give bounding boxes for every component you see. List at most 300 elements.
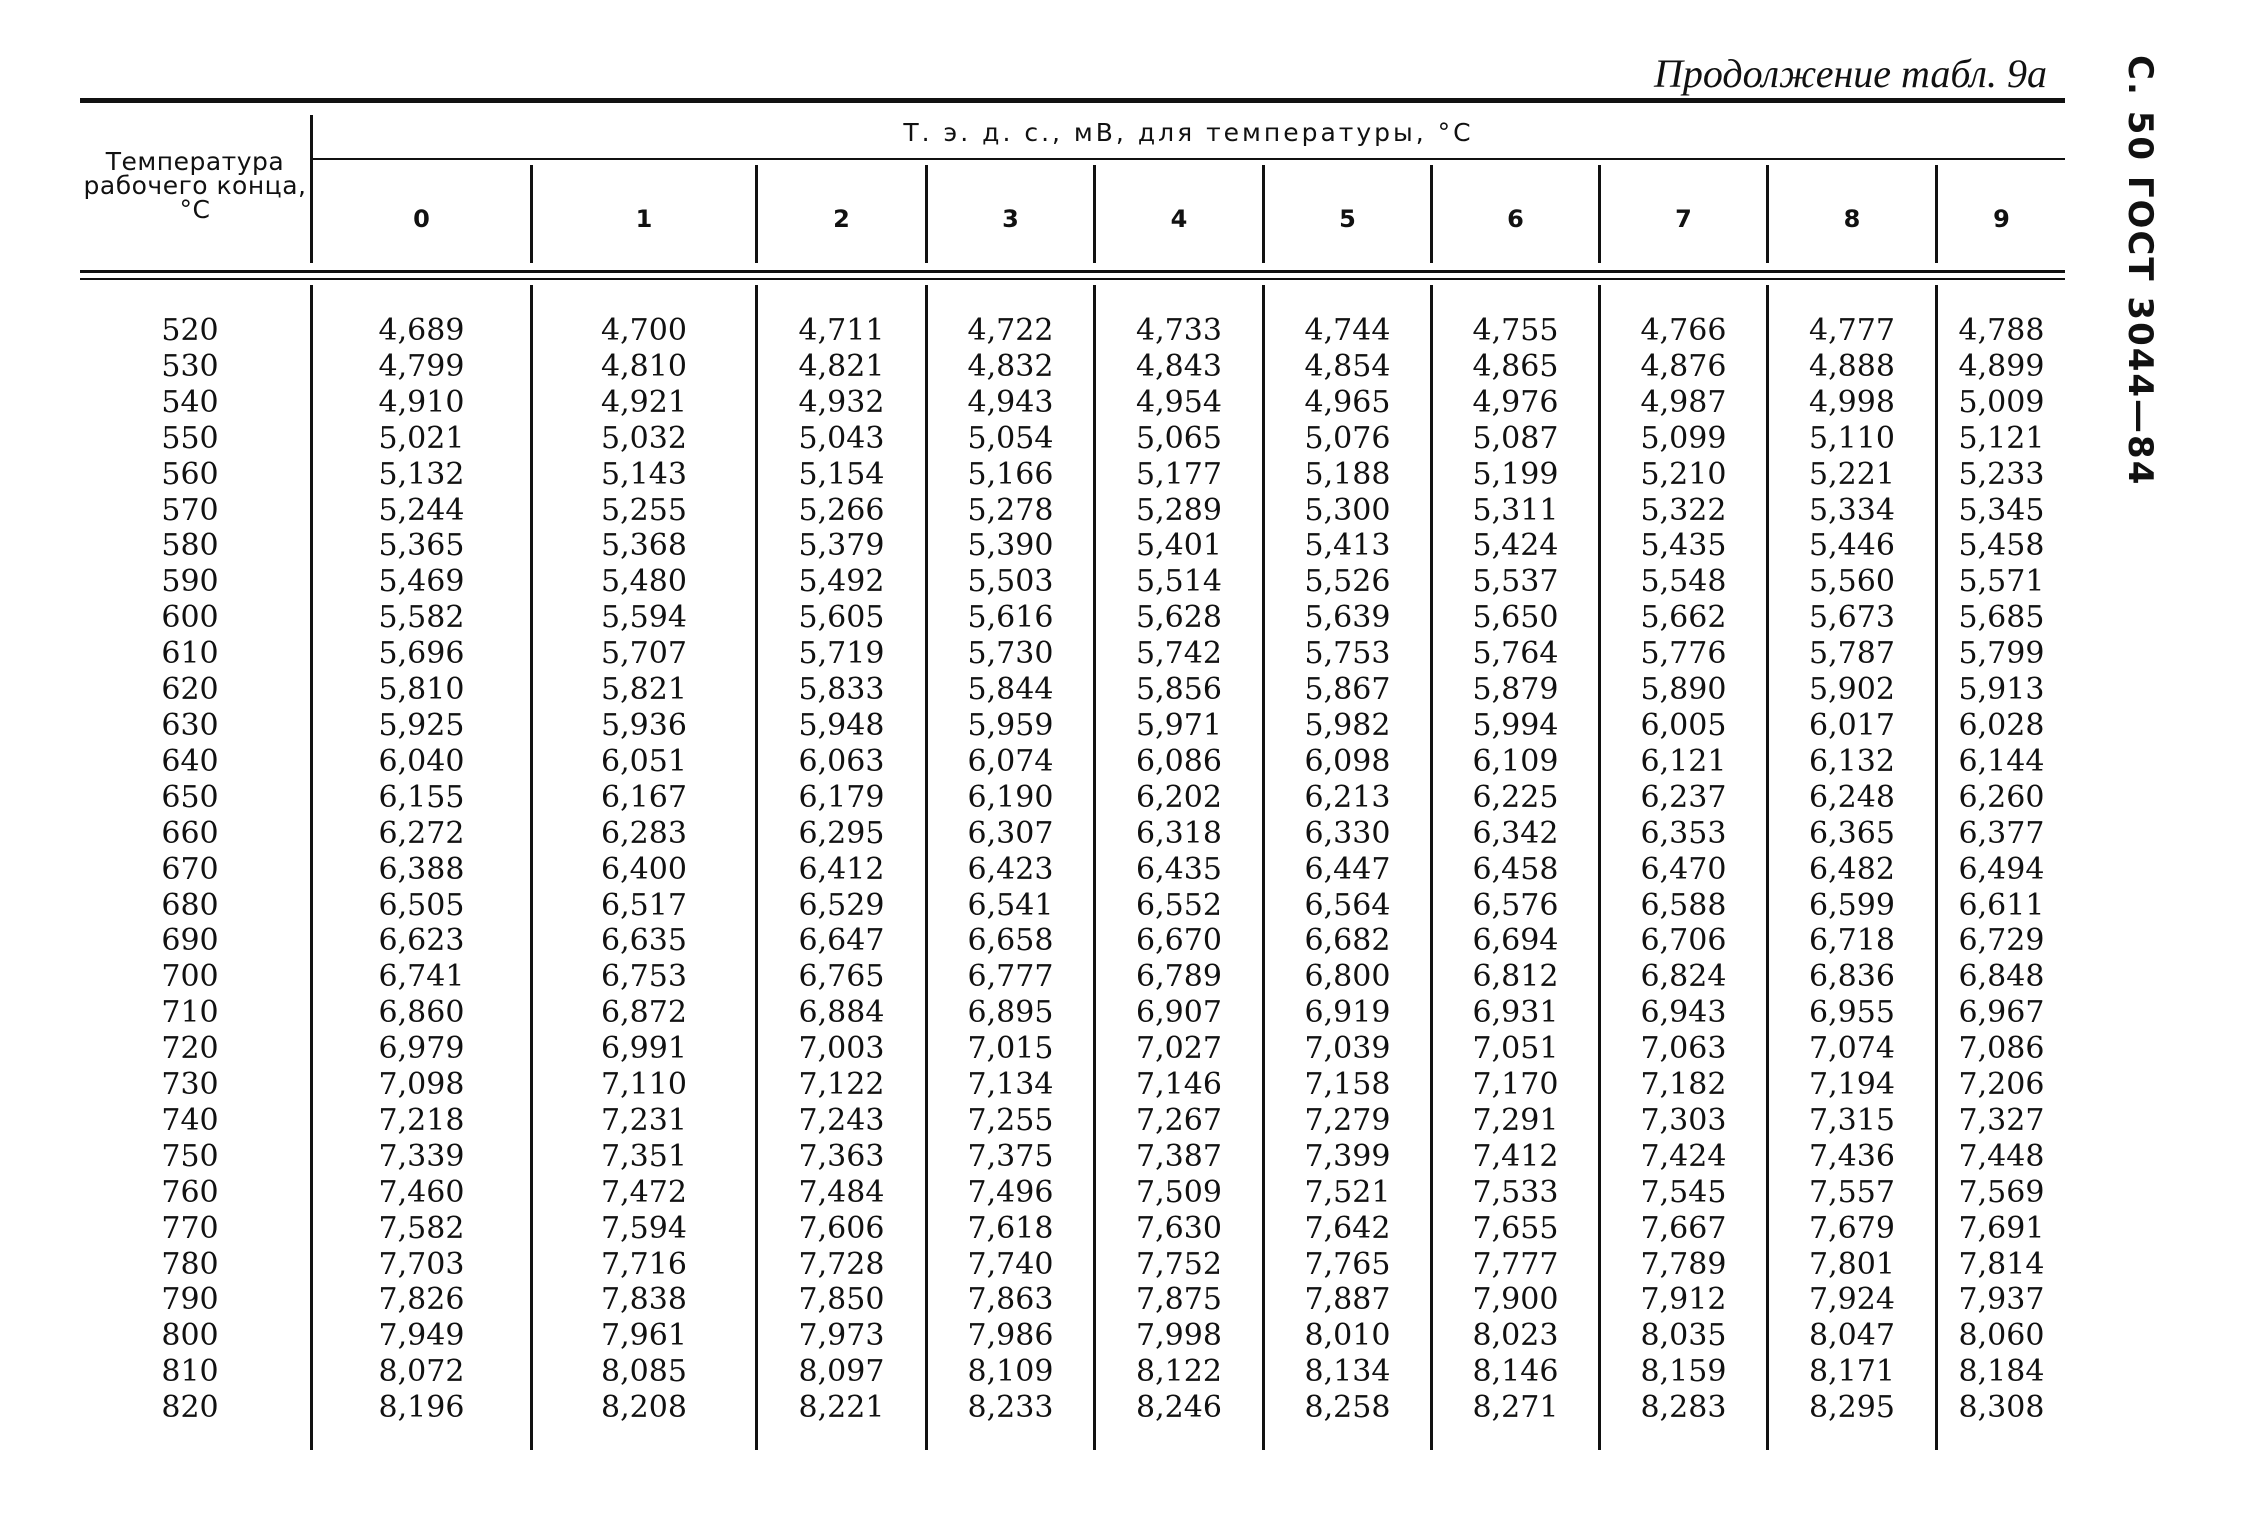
column-header-0: 0 <box>413 205 430 233</box>
table-cell: 5,278 <box>967 492 1054 528</box>
table-cell: 7,291 <box>1472 1102 1559 1138</box>
table-cell: 5,582 <box>378 600 465 636</box>
table-cell: 5,110 <box>1809 420 1895 456</box>
column-header-3: 3 <box>1002 205 1019 233</box>
temperature-cell: 560 <box>161 456 219 492</box>
table-cell: 5,054 <box>967 420 1054 456</box>
table-cell: 6,155 <box>378 779 465 815</box>
table-cell: 5,856 <box>1136 672 1222 708</box>
table-cell: 7,375 <box>967 1138 1054 1174</box>
table-cell: 6,248 <box>1809 779 1895 815</box>
table-cell: 5,844 <box>967 672 1054 708</box>
table-cell: 4,943 <box>967 384 1054 420</box>
table-cell: 6,576 <box>1472 887 1559 923</box>
table-cell: 5,345 <box>1958 492 2045 528</box>
table-cell: 7,752 <box>1136 1246 1222 1282</box>
temperature-cell: 540 <box>161 384 219 420</box>
table-cell: 5,936 <box>601 707 687 743</box>
data-column-2 <box>758 313 925 1426</box>
table-cell: 8,097 <box>798 1354 885 1390</box>
table-cell: 5,210 <box>1640 456 1727 492</box>
table-cell: 6,388 <box>378 851 465 887</box>
temperature-cell: 760 <box>161 1174 219 1210</box>
table-cell: 6,694 <box>1472 923 1559 959</box>
table-cell: 6,470 <box>1640 851 1727 887</box>
table-cell: 4,888 <box>1809 348 1895 384</box>
table-cell: 7,863 <box>967 1282 1054 1318</box>
table-cell: 5,730 <box>967 636 1054 672</box>
temperature-cell: 620 <box>161 672 219 708</box>
table-cell: 7,231 <box>601 1102 687 1138</box>
table-cell: 5,867 <box>1304 672 1391 708</box>
table-cell: 6,517 <box>601 887 687 923</box>
table-cell: 7,924 <box>1809 1282 1895 1318</box>
table-cell: 4,832 <box>967 348 1054 384</box>
table-cell: 7,801 <box>1809 1246 1895 1282</box>
table-cell: 8,023 <box>1472 1318 1559 1354</box>
table-cell: 6,765 <box>798 959 885 995</box>
table-cell: 6,377 <box>1958 815 2045 851</box>
table-cell: 7,158 <box>1304 1067 1391 1103</box>
table-cell: 7,182 <box>1640 1067 1727 1103</box>
table-cell: 6,237 <box>1640 779 1727 815</box>
table-cell: 6,365 <box>1809 815 1895 851</box>
table-cell: 7,679 <box>1809 1210 1895 1246</box>
table-cell: 6,895 <box>967 995 1054 1031</box>
table-cell: 7,003 <box>798 1031 885 1067</box>
table-cell: 7,545 <box>1640 1174 1727 1210</box>
table-cell: 7,986 <box>967 1318 1054 1354</box>
table-cell: 4,777 <box>1809 313 1895 348</box>
column-header-4: 4 <box>1170 205 1188 233</box>
table-cell: 7,255 <box>967 1102 1054 1138</box>
table-cell: 7,496 <box>967 1174 1054 1210</box>
table-cell: 6,931 <box>1472 995 1559 1031</box>
table-cell: 8,085 <box>601 1354 687 1390</box>
table-cell: 8,047 <box>1809 1318 1895 1354</box>
table-cell: 7,703 <box>378 1246 465 1282</box>
table-cell: 6,179 <box>798 779 885 815</box>
table-cell: 6,824 <box>1640 959 1727 995</box>
table-cell: 7,339 <box>378 1138 465 1174</box>
table-cell: 5,650 <box>1472 600 1559 636</box>
top-rule <box>80 98 2065 103</box>
table-cell: 6,623 <box>378 923 465 959</box>
table-cell: 7,134 <box>967 1067 1054 1103</box>
table-cell: 7,086 <box>1958 1031 2045 1067</box>
table-cell: 7,170 <box>1472 1067 1559 1103</box>
table-cell: 7,267 <box>1136 1102 1222 1138</box>
table-cell: 6,800 <box>1304 959 1391 995</box>
table-cell: 6,318 <box>1136 815 1222 851</box>
table-cell: 6,342 <box>1472 815 1559 851</box>
table-cell: 6,789 <box>1136 959 1222 995</box>
table-cell: 6,423 <box>967 851 1054 887</box>
table-cell: 5,879 <box>1472 672 1559 708</box>
table-cell: 5,365 <box>378 528 465 564</box>
table-cell: 7,642 <box>1304 1210 1391 1246</box>
table-cell: 6,848 <box>1958 959 2045 995</box>
table-cell: 7,557 <box>1809 1174 1895 1210</box>
table-cell: 5,233 <box>1958 456 2045 492</box>
table-cell: 5,154 <box>798 456 885 492</box>
table-cell: 4,976 <box>1472 384 1559 420</box>
data-column-9 <box>1938 313 2065 1426</box>
table-cell: 7,460 <box>378 1174 465 1210</box>
table-cell: 5,043 <box>798 420 885 456</box>
table-cell: 6,307 <box>967 815 1054 851</box>
table-cell: 4,843 <box>1136 348 1222 384</box>
temperature-cell: 660 <box>161 815 219 851</box>
table-cell: 5,994 <box>1472 707 1559 743</box>
table-cell: 5,571 <box>1958 564 2045 600</box>
table-cell: 5,560 <box>1809 564 1895 600</box>
table-cell: 4,910 <box>378 384 465 420</box>
data-column-7 <box>1601 313 1766 1426</box>
table-cell: 4,755 <box>1472 313 1559 348</box>
table-cell: 6,718 <box>1809 923 1895 959</box>
temperature-cell: 680 <box>161 887 219 923</box>
table-cell: 8,109 <box>967 1354 1054 1390</box>
table-cell: 8,233 <box>967 1390 1054 1426</box>
column-header-9: 9 <box>1993 205 2010 233</box>
temperature-cell: 530 <box>161 348 219 384</box>
temperature-cell: 640 <box>161 743 219 779</box>
table-cell: 7,533 <box>1472 1174 1559 1210</box>
table-cell: 7,436 <box>1809 1138 1895 1174</box>
table-cell: 6,729 <box>1958 923 2045 959</box>
temperature-cell: 700 <box>161 959 219 995</box>
table-cell: 4,788 <box>1958 313 2045 348</box>
table-cell: 7,243 <box>798 1102 885 1138</box>
temperature-cell: 800 <box>161 1318 219 1354</box>
header-bottom-rule-1 <box>80 270 2065 273</box>
table-cell: 6,599 <box>1809 887 1895 923</box>
temperature-cell: 710 <box>161 995 219 1031</box>
table-cell: 6,295 <box>798 815 885 851</box>
table-cell: 7,039 <box>1304 1031 1391 1067</box>
table-cell: 5,255 <box>601 492 687 528</box>
column-header-2: 2 <box>833 205 850 233</box>
table-cell: 5,076 <box>1304 420 1391 456</box>
table-cell: 6,812 <box>1472 959 1559 995</box>
table-cell: 4,954 <box>1136 384 1222 420</box>
table-cell: 5,166 <box>967 456 1054 492</box>
table-cell: 4,899 <box>1958 348 2045 384</box>
table-cell: 7,912 <box>1640 1282 1727 1318</box>
table-cell: 7,740 <box>967 1246 1054 1282</box>
header-bottom-rule-2 <box>80 278 2065 280</box>
group-header-rule <box>312 158 2065 160</box>
temperature-cell: 550 <box>161 420 219 456</box>
table-cell: 5,594 <box>601 600 687 636</box>
table-cell: 4,711 <box>798 313 885 348</box>
table-cell: 6,979 <box>378 1031 465 1067</box>
table-cell: 5,526 <box>1304 564 1391 600</box>
table-cell: 7,194 <box>1809 1067 1895 1103</box>
table-cell: 5,492 <box>798 564 885 600</box>
table-cell: 6,225 <box>1472 779 1559 815</box>
table-cell: 7,961 <box>601 1318 687 1354</box>
table-cell: 5,368 <box>601 528 687 564</box>
table-cell: 5,707 <box>601 636 687 672</box>
table-cell: 7,765 <box>1304 1246 1391 1282</box>
table-cell: 8,035 <box>1640 1318 1727 1354</box>
table-cell: 7,363 <box>798 1138 885 1174</box>
table-cell: 6,552 <box>1136 887 1222 923</box>
data-column-3 <box>928 313 1093 1426</box>
temperature-cell: 630 <box>161 707 219 743</box>
table-cell: 5,833 <box>798 672 885 708</box>
table-cell: 5,925 <box>378 707 465 743</box>
temperature-cell: 670 <box>161 851 219 887</box>
table-cell: 8,208 <box>601 1390 687 1426</box>
table-cell: 7,110 <box>601 1067 687 1103</box>
table-cell: 6,098 <box>1304 743 1391 779</box>
table-cell: 4,921 <box>601 384 687 420</box>
table-cell: 6,028 <box>1958 707 2045 743</box>
table-cell: 5,662 <box>1640 600 1727 636</box>
temperature-cell: 750 <box>161 1138 219 1174</box>
table-cell: 6,872 <box>601 995 687 1031</box>
data-column-5 <box>1265 313 1430 1426</box>
table-cell: 6,836 <box>1809 959 1895 995</box>
data-column-8 <box>1769 313 1935 1426</box>
table-cell: 5,469 <box>378 564 465 600</box>
table-cell: 5,982 <box>1304 707 1391 743</box>
table-cell: 6,706 <box>1640 923 1727 959</box>
continuation-title: Продолжение табл. 9а <box>1653 51 2047 96</box>
table-cell: 5,099 <box>1640 420 1727 456</box>
data-column-1 <box>533 313 755 1426</box>
table-cell: 6,682 <box>1304 923 1391 959</box>
table-cell: 7,826 <box>378 1282 465 1318</box>
table-cell: 4,876 <box>1640 348 1727 384</box>
table-cell: 7,399 <box>1304 1138 1391 1174</box>
table-cell: 5,810 <box>378 672 465 708</box>
column-header-7: 7 <box>1675 205 1692 233</box>
table-cell: 7,424 <box>1640 1138 1727 1174</box>
table-cell: 7,279 <box>1304 1102 1391 1138</box>
table-cell: 7,327 <box>1958 1102 2045 1138</box>
table-cell: 7,667 <box>1640 1210 1727 1246</box>
table-cell: 5,673 <box>1809 600 1895 636</box>
table-cell: 5,913 <box>1958 672 2045 708</box>
table-cell: 5,959 <box>967 707 1054 743</box>
table-cell: 5,009 <box>1958 384 2045 420</box>
temperature-cell: 720 <box>161 1031 219 1067</box>
table-cell: 5,719 <box>798 636 885 672</box>
page-label: С. 50 ГОСТ 3044—84 <box>2120 55 2160 487</box>
table-cell: 7,521 <box>1304 1174 1391 1210</box>
table-cell: 6,955 <box>1809 995 1895 1031</box>
table-cell: 6,670 <box>1136 923 1222 959</box>
data-column-6 <box>1433 313 1598 1426</box>
table-cell: 6,283 <box>601 815 687 851</box>
table-cell: 5,379 <box>798 528 885 564</box>
table-cell: 6,447 <box>1304 851 1391 887</box>
table-cell: 6,588 <box>1640 887 1727 923</box>
table-cell: 5,605 <box>798 600 885 636</box>
temperature-cell: 770 <box>161 1210 219 1246</box>
table-cell: 5,742 <box>1136 636 1222 672</box>
table-cell: 8,072 <box>378 1354 465 1390</box>
table-cell: 5,244 <box>378 492 465 528</box>
table-cell: 4,821 <box>798 348 885 384</box>
table-cell: 4,689 <box>378 313 465 348</box>
table-cell: 7,777 <box>1472 1246 1559 1282</box>
table-cell: 7,630 <box>1136 1210 1222 1246</box>
table-cell: 5,132 <box>378 456 465 492</box>
table-cell: 7,618 <box>967 1210 1054 1246</box>
table-cell: 4,932 <box>798 384 885 420</box>
table-cell: 7,074 <box>1809 1031 1895 1067</box>
table-cell: 5,334 <box>1809 492 1895 528</box>
table-cell: 5,639 <box>1304 600 1391 636</box>
table-cell: 6,330 <box>1304 815 1391 851</box>
table-cell: 6,213 <box>1304 779 1391 815</box>
temperature-cell: 810 <box>161 1354 219 1390</box>
table-cell: 7,351 <box>601 1138 687 1174</box>
temperature-cell: 580 <box>161 528 219 564</box>
temperature-cell: 570 <box>161 492 219 528</box>
table-cell: 5,685 <box>1958 600 2045 636</box>
table-cell: 6,907 <box>1136 995 1222 1031</box>
table-cell: 7,998 <box>1136 1318 1222 1354</box>
table-cell: 4,700 <box>601 313 687 348</box>
table-cell: 6,400 <box>601 851 687 887</box>
table-cell: 5,435 <box>1640 528 1727 564</box>
table-cell: 7,900 <box>1472 1282 1559 1318</box>
table-cell: 7,051 <box>1472 1031 1559 1067</box>
table-cell: 8,171 <box>1809 1354 1895 1390</box>
table-cell: 6,412 <box>798 851 885 887</box>
table-cell: 7,949 <box>378 1318 465 1354</box>
temperature-cell: 690 <box>161 923 219 959</box>
table-cell: 8,295 <box>1809 1390 1895 1426</box>
table-cell: 8,246 <box>1136 1390 1222 1426</box>
table-cell: 5,776 <box>1640 636 1727 672</box>
table-cell: 5,311 <box>1472 492 1559 528</box>
table-cell: 5,177 <box>1136 456 1222 492</box>
table-cell: 7,472 <box>601 1174 687 1210</box>
table-cell: 5,401 <box>1136 528 1222 564</box>
table-cell: 6,884 <box>798 995 885 1031</box>
table-cell: 7,716 <box>601 1246 687 1282</box>
column-header-1: 1 <box>635 205 653 233</box>
table-cell: 4,865 <box>1472 348 1559 384</box>
temperature-cell: 650 <box>161 779 219 815</box>
temperature-cell: 520 <box>161 313 219 348</box>
table-cell: 4,998 <box>1809 384 1895 420</box>
table-cell: 5,902 <box>1809 672 1895 708</box>
table-cell: 6,051 <box>601 743 687 779</box>
table-cell: 7,937 <box>1958 1282 2045 1318</box>
table-cell: 5,390 <box>967 528 1054 564</box>
temperature-cell: 730 <box>161 1067 219 1103</box>
temperature-cell: 790 <box>161 1282 219 1318</box>
table-cell: 7,887 <box>1304 1282 1391 1318</box>
table-cell: 5,021 <box>378 420 465 456</box>
table-cell: 8,271 <box>1472 1390 1559 1426</box>
row-header: Температура рабочего конца, °С <box>83 147 307 224</box>
table-cell: 7,303 <box>1640 1102 1727 1138</box>
table-cell: 6,860 <box>378 995 465 1031</box>
table-cell: 5,971 <box>1136 707 1222 743</box>
table-cell: 5,503 <box>967 564 1054 600</box>
column-header-8: 8 <box>1843 205 1861 233</box>
table-cell: 7,218 <box>378 1102 465 1138</box>
temperature-cell: 740 <box>161 1102 219 1138</box>
table-cell: 5,289 <box>1136 492 1222 528</box>
table-cell: 6,541 <box>967 887 1054 923</box>
table-cell: 5,787 <box>1809 636 1895 672</box>
table-cell: 7,655 <box>1472 1210 1559 1246</box>
temperature-cell: 600 <box>161 600 219 636</box>
table-cell: 6,144 <box>1958 743 2045 779</box>
temperature-cell: 820 <box>161 1390 219 1426</box>
table-cell: 6,611 <box>1958 887 2045 923</box>
table-cell: 7,850 <box>798 1282 885 1318</box>
table-cell: 4,987 <box>1640 384 1727 420</box>
table-cell: 5,753 <box>1304 636 1391 672</box>
table-cell: 6,086 <box>1136 743 1222 779</box>
table-cell: 4,733 <box>1136 313 1222 348</box>
table-cell: 5,221 <box>1809 456 1895 492</box>
table-cell: 7,015 <box>967 1031 1054 1067</box>
table-cell: 5,446 <box>1809 528 1895 564</box>
table-cell: 6,458 <box>1472 851 1559 887</box>
row-header-separator <box>310 115 313 263</box>
table-cell: 7,875 <box>1136 1282 1222 1318</box>
table-cell: 7,594 <box>601 1210 687 1246</box>
table-cell: 6,482 <box>1809 851 1895 887</box>
table-cell: 8,221 <box>798 1390 885 1426</box>
table-cell: 6,017 <box>1809 707 1895 743</box>
table-cell: 7,098 <box>378 1067 465 1103</box>
table-cell: 6,943 <box>1640 995 1727 1031</box>
table-cell: 6,063 <box>798 743 885 779</box>
table-cell: 4,722 <box>967 313 1054 348</box>
table-cell: 5,764 <box>1472 636 1559 672</box>
table-cell: 7,582 <box>378 1210 465 1246</box>
table-cell: 5,424 <box>1472 528 1559 564</box>
table-cell: 7,315 <box>1809 1102 1895 1138</box>
temperature-cell: 590 <box>161 564 219 600</box>
table-cell: 6,494 <box>1958 851 2045 887</box>
table-cell: 6,777 <box>967 959 1054 995</box>
data-column-0 <box>313 313 530 1426</box>
table-cell: 6,353 <box>1640 815 1727 851</box>
table-cell: 6,505 <box>378 887 465 923</box>
table-cell: 6,753 <box>601 959 687 995</box>
table-cell: 6,202 <box>1136 779 1222 815</box>
table-cell: 8,184 <box>1958 1354 2045 1390</box>
table-cell: 5,143 <box>601 456 687 492</box>
table-cell: 6,991 <box>601 1031 687 1067</box>
table-cell: 5,548 <box>1640 564 1727 600</box>
table-cell: 7,484 <box>798 1174 885 1210</box>
table-cell: 8,159 <box>1640 1354 1727 1390</box>
table-cell: 6,109 <box>1472 743 1559 779</box>
table-cell: 5,322 <box>1640 492 1727 528</box>
group-header: Т. э. д. с., мВ, для температуры, °С <box>903 118 1474 147</box>
table-cell: 7,146 <box>1136 1067 1222 1103</box>
table-cell: 7,509 <box>1136 1174 1222 1210</box>
table-cell: 5,121 <box>1958 420 2045 456</box>
table-cell: 6,741 <box>378 959 465 995</box>
table-cell: 6,564 <box>1304 887 1391 923</box>
